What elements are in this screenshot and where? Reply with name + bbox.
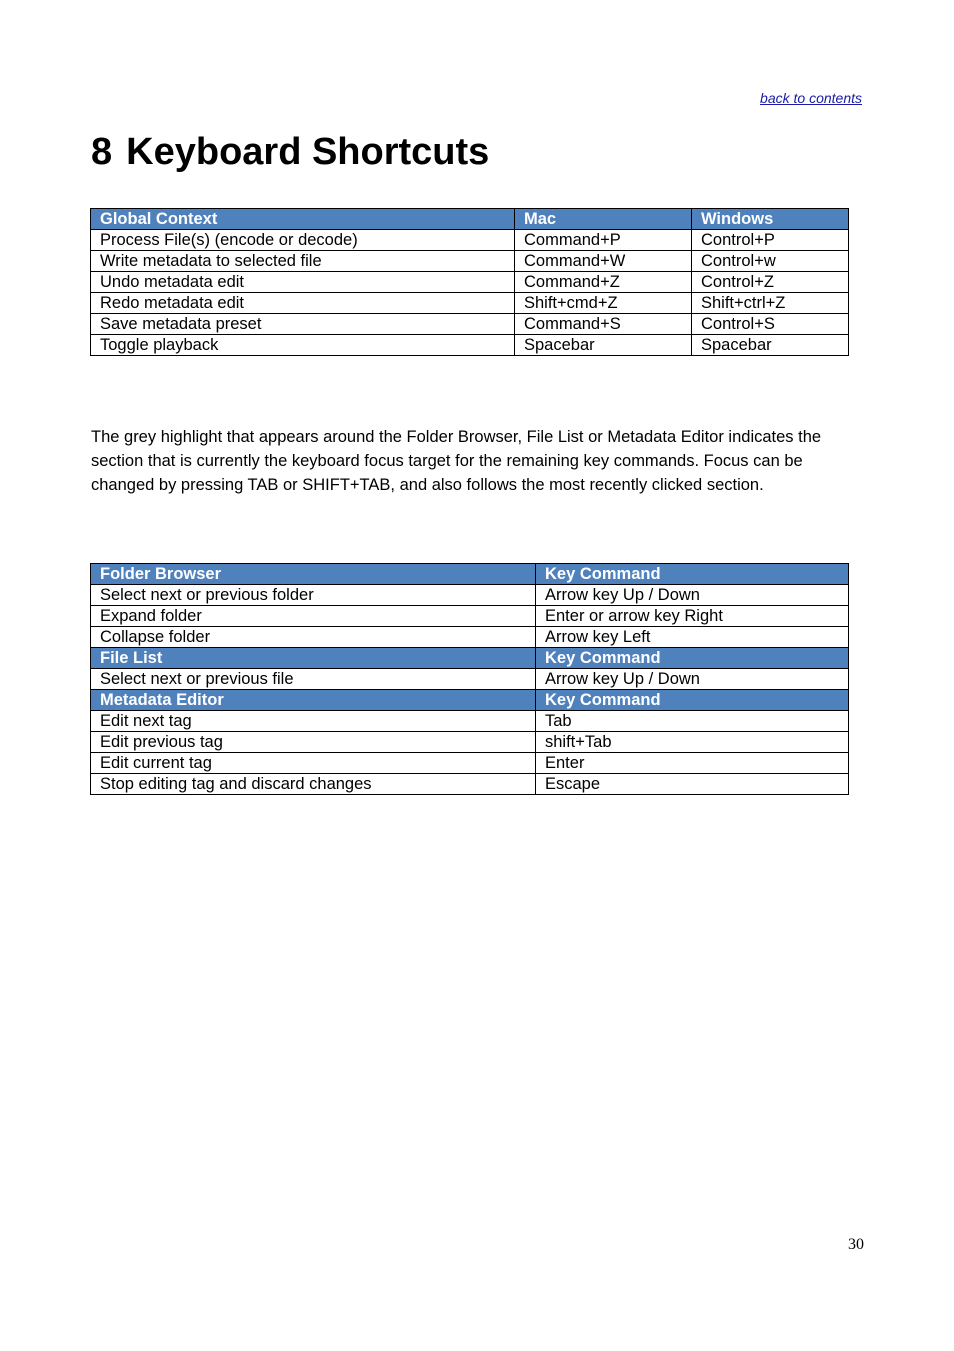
header-cell: File List [91,648,536,669]
header-cell: Global Context [91,209,515,230]
table-row [91,251,849,272]
section-header-row-metadata-editor [91,690,849,711]
page-number: 30 [848,1236,864,1253]
key-command-cell: shift+Tab [536,732,849,753]
action-cell: Collapse folder [91,627,536,648]
table-row [91,230,849,251]
key-command-cell: Arrow key Up / Down [536,669,849,690]
key-command-cell: Enter [536,753,849,774]
focus-commands-table [90,563,849,795]
key-command-cell: Arrow key Left [536,627,849,648]
windows-shortcut-cell: Control+P [692,230,849,251]
action-cell: Edit next tag [91,711,536,732]
windows-shortcut-cell: Control+S [692,314,849,335]
key-command-cell: Escape [536,774,849,795]
mac-shortcut-cell: Command+W [515,251,692,272]
focus-explanation-paragraph: The grey highlight that appears around the Folder Browser, File List or Metadata Editor indicates the section that is currently the keyboard focus target for the remaining key commands. Focus can be changed by pressing TAB or SHIFT+TAB, and also follows the most recently clicked section. [91,428,822,494]
header-cell: Key Command [536,690,849,711]
section-title: Keyboard Shortcuts [126,131,490,173]
global-context-table [90,208,849,356]
table-row [91,314,849,335]
table-row [91,585,849,606]
action-cell: Write metadata to selected file [91,251,515,272]
table-header-row [91,209,849,230]
mac-shortcut-cell: Spacebar [515,335,692,356]
action-cell: Toggle playback [91,335,515,356]
table-row [91,753,849,774]
action-cell: Expand folder [91,606,536,627]
mac-shortcut-cell: Command+Z [515,272,692,293]
table-row [91,293,849,314]
mac-shortcut-cell: Command+P [515,230,692,251]
windows-shortcut-cell: Shift+ctrl+Z [692,293,849,314]
windows-shortcut-cell: Spacebar [692,335,849,356]
back-to-contents-link[interactable]: back to contents [760,90,862,106]
table-row [91,669,849,690]
windows-shortcut-cell: Control+w [692,251,849,272]
key-command-cell: Tab [536,711,849,732]
page-title [91,127,489,177]
table-row [91,732,849,753]
action-cell: Edit current tag [91,753,536,774]
header-cell: Metadata Editor [91,690,536,711]
header-cell: Key Command [536,648,849,669]
section-header-row-folder-browser [91,564,849,585]
header-cell: Windows [692,209,849,230]
windows-shortcut-cell: Control+Z [692,272,849,293]
key-command-cell: Arrow key Up / Down [536,585,849,606]
table-row [91,711,849,732]
action-cell: Redo metadata edit [91,293,515,314]
table-row [91,774,849,795]
key-command-cell: Enter or arrow key Right [536,606,849,627]
action-cell: Save metadata preset [91,314,515,335]
header-cell: Folder Browser [91,564,536,585]
table-row [91,627,849,648]
header-cell: Key Command [536,564,849,585]
table-row [91,272,849,293]
action-cell: Edit previous tag [91,732,536,753]
mac-shortcut-cell: Command+S [515,314,692,335]
table-row [91,606,849,627]
action-cell: Process File(s) (encode or decode) [91,230,515,251]
action-cell: Undo metadata edit [91,272,515,293]
action-cell: Stop editing tag and discard changes [91,774,536,795]
section-number: 8 [91,131,113,173]
section-header-row-file-list [91,648,849,669]
table-row [91,335,849,356]
action-cell: Select next or previous folder [91,585,536,606]
mac-shortcut-cell: Shift+cmd+Z [515,293,692,314]
action-cell: Select next or previous file [91,669,536,690]
header-cell: Mac [515,209,692,230]
